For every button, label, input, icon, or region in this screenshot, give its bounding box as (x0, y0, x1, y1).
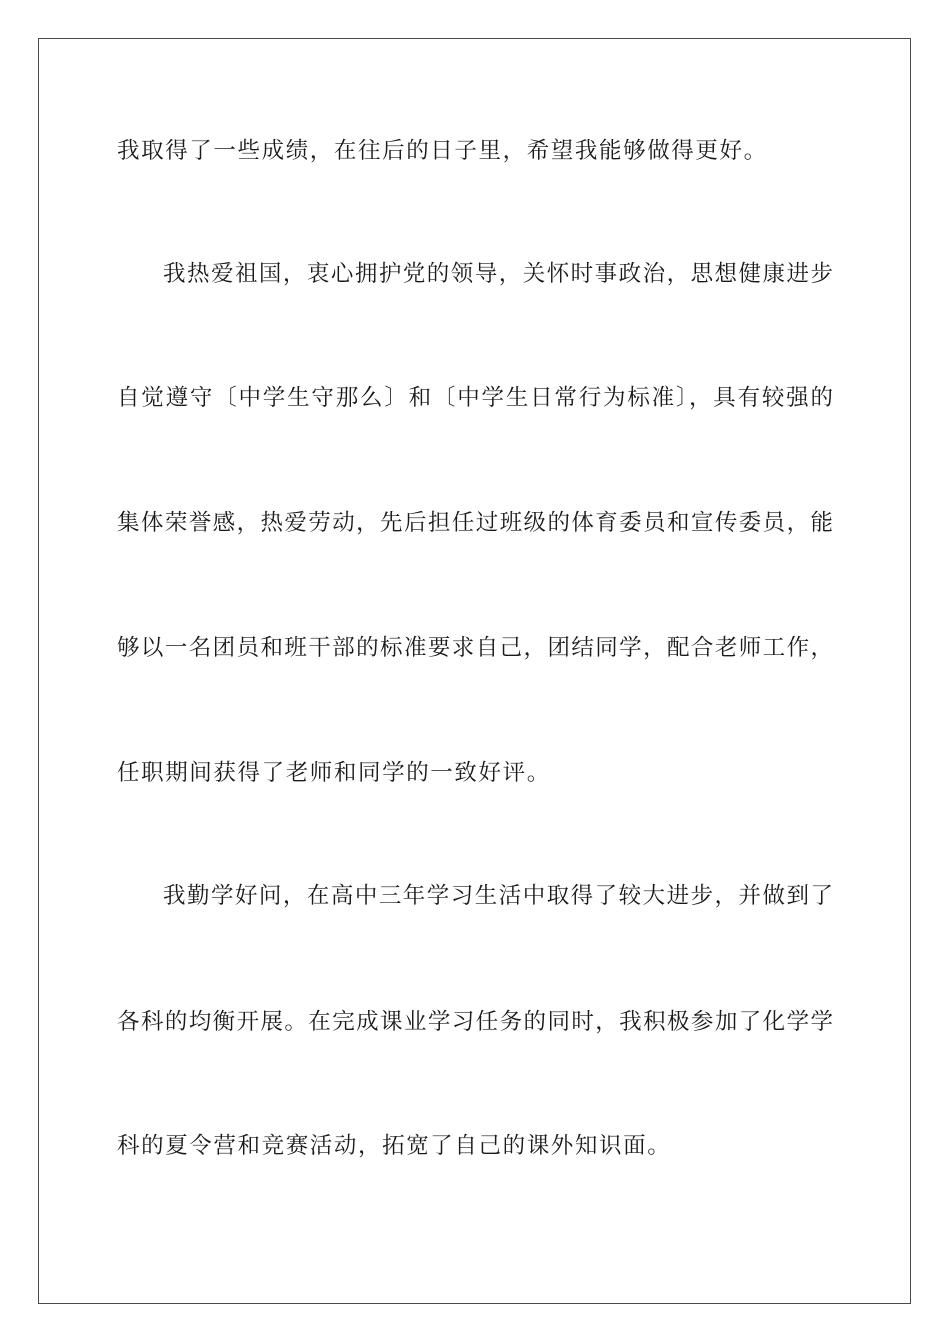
text-line-6: 任职期间获得了老师和同学的一致好评。 (117, 760, 551, 786)
text-line-5: 够以一名团员和班干部的标准要求自己，团结同学，配合老师工作， (117, 635, 833, 661)
text-line-7: 我勤学好问，在高中三年学习生活中取得了较大进步，并做到了 (163, 883, 833, 909)
text-line-9: 科的夏令营和竞赛活动，拓宽了自己的课外知识面。 (117, 1133, 672, 1159)
text-line-4: 集体荣誉感，热爱劳动，先后担任过班级的体育委员和宣传委员，能 (117, 510, 833, 536)
text-line-2: 我热爱祖国，衷心拥护党的领导，关怀时事政治，思想健康进步 (163, 261, 833, 287)
text-line-3: 自觉遵守〔中学生守那么〕和〔中学生日常行为标准〕，具有较强的 (117, 385, 833, 411)
page-border (38, 38, 911, 1304)
text-line-8: 各科的均衡开展。在完成课业学习任务的同时，我积极参加了化学学 (117, 1009, 833, 1035)
text-line-1: 我取得了一些成绩，在往后的日子里，希望我能够做得更好。 (117, 138, 768, 164)
